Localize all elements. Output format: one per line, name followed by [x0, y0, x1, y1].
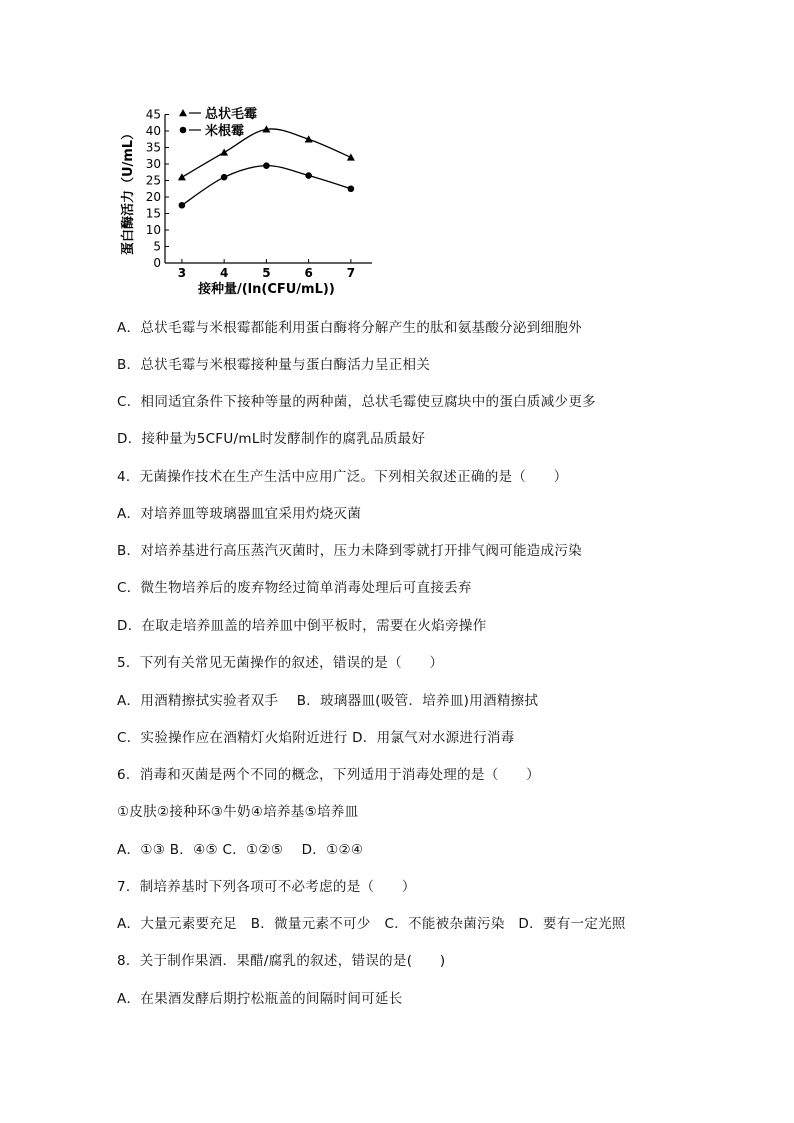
data-point-circle [221, 174, 228, 181]
y-tick-label: 10 [145, 223, 161, 237]
option-4b: B．对培养基进行高压蒸汽灭菌时，压力未降到零就打开排气阀可能造成污染 [117, 543, 582, 559]
question-6-stem: 6．消毒和灭菌是两个不同的概念，下列适用于消毒处理的是（ ） [117, 767, 540, 783]
question-8-stem: 8．关于制作果酒．果醋/腐乳的叙述，错误的是( ) [117, 953, 446, 969]
option-4c: C．微生物培养后的废弃物经过简单消毒处理后可直接丢弃 [117, 580, 472, 596]
data-point-circle [348, 185, 355, 192]
legend-marker-triangle [179, 109, 187, 116]
y-tick-label: 0 [153, 256, 161, 270]
protease-activity-chart [110, 100, 410, 300]
question-4-stem: 4．无菌操作技术在生产生活中应用广泛。下列相关叙述正确的是（ ） [117, 469, 568, 485]
option-3d: D．接种量为5CFU/mL时发酵制作的腐乳品质最好 [117, 431, 426, 447]
x-tick-label: 3 [177, 266, 187, 280]
option-4d: D．在取走培养皿盖的培养皿中倒平板时，需要在火焰旁操作 [117, 618, 487, 634]
y-tick-label: 5 [153, 239, 161, 254]
y-tick-label: 40 [145, 124, 161, 138]
data-point-triangle [347, 153, 355, 160]
legend-label: 米根霉 [205, 124, 245, 139]
options-5ab: A．用酒精擦拭实验者双手 B．玻璃器皿(吸管．培养皿)用酒精擦拭 [117, 693, 539, 709]
data-point-circle [179, 202, 186, 209]
x-tick-label: 4 [219, 266, 229, 280]
option-8a: A．在果酒发酵后期拧松瓶盖的间隔时间可延长 [117, 991, 403, 1007]
chart-svg [110, 100, 410, 300]
data-point-triangle [178, 173, 186, 180]
x-tick-label: 7 [346, 266, 356, 280]
option-3b: B．总状毛霉与米根霉接种量与蛋白酶活力呈正相关 [117, 357, 431, 373]
data-point-circle [263, 162, 270, 169]
y-tick-label: 35 [145, 140, 161, 155]
legend-label: 总状毛霉 [205, 107, 258, 122]
legend-marker-circle [180, 127, 187, 134]
options-6: A．①③ B．④⑤ C．①②⑤ D．①②④ [117, 842, 364, 858]
series-line-2 [182, 166, 351, 206]
options-5cd: C．实验操作应在酒精灯火焰附近进行 D．用氯气对水源进行消毒 [117, 730, 515, 746]
options-7: A．大量元素要充足 B．微量元素不可少 C．不能被杂菌污染 D．要有一定光照 [117, 916, 626, 932]
x-tick-label: 6 [304, 266, 313, 280]
question-7-stem: 7．制培养基时下列各项可不必考虑的是（ ） [117, 879, 416, 895]
question-6-items: ①皮肤②接种环③牛奶④培养基⑤培养皿 [117, 804, 359, 820]
question-5-stem: 5．下列有关常见无菌操作的叙述，错误的是（ ） [117, 655, 444, 671]
option-3a: A．总状毛霉与米根霉都能利用蛋白酶将分解产生的肽和氨基酸分泌到细胞外 [117, 320, 582, 336]
option-3c: C．相同适宜条件下接种等量的两种菌，总状毛霉使豆腐块中的蛋白质减少更多 [117, 394, 596, 410]
data-point-circle [305, 172, 312, 179]
y-tick-label: 25 [145, 173, 161, 188]
option-4a: A．对培养皿等玻璃器皿宜采用灼烧灭菌 [117, 506, 362, 522]
y-tick-label: 45 [145, 107, 161, 122]
y-tick-label: 15 [145, 206, 161, 221]
y-tick-label: 30 [145, 157, 161, 171]
x-tick-label: 5 [262, 266, 271, 280]
y-tick-label: 20 [145, 190, 161, 204]
data-point-triangle [220, 148, 228, 155]
x-axis-label: 接种量/(ln(CFU/mL)) [197, 282, 335, 297]
y-axis-label: 蛋白酶活力（U/mL） [121, 126, 136, 256]
